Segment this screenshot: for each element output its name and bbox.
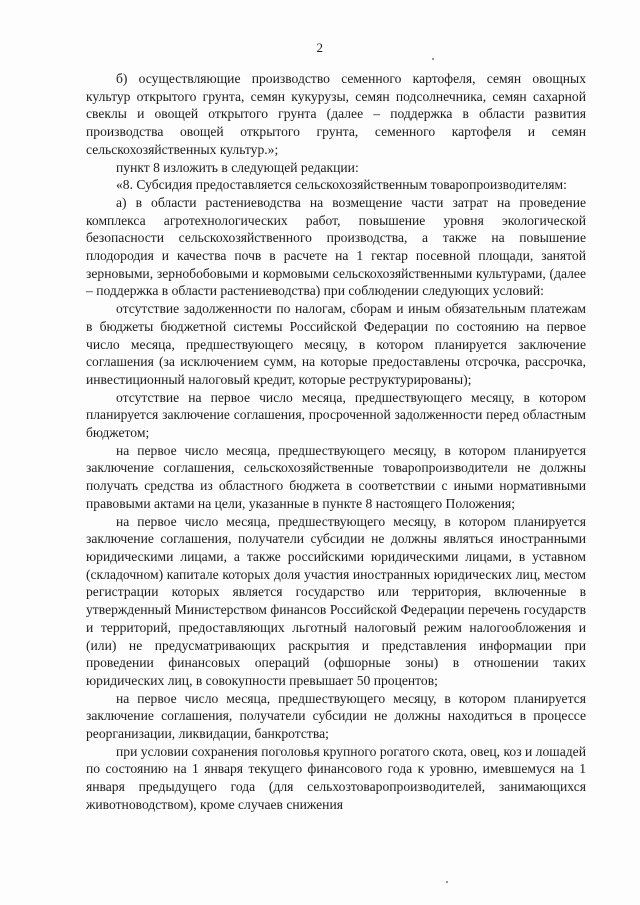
paragraph-condition-no-other-funds: на первое число месяца, предшествующего месяцу, в котором планируется заключение соглашения, сельскохозяйственные товаропроизводители не должны получать средства из областного бюджета в соответствии с иными нормативными правовыми актами на цели, указанные в пункте 8 настоящего Положения;	[86, 442, 586, 511]
paragraph-crop-support-a: а) в области растениеводства на возмещение части затрат на проведение комплекса агротехнологических работ, повышение уровня экологической безопасности сельскохозяйственного производства, а также на повышение плодородия и качества почв в расчете на 1 гектар посевной площади, занятой зерновыми, зернобобовыми и кормовыми сельскохозяйственными культурами, (далее – поддержка в области растениеводства) при соблюдении следующих условий:	[86, 194, 586, 299]
paragraph-condition-not-foreign: на первое число месяца, предшествующего месяцу, в котором планируется заключение соглашения, получатели субсидии не должны являться иностранными юридическими лицами, а также российскими юридическими лицами, в уставном (складочном) капитале которых доля участия иностранных юридических лиц, местом регистрации которых является государство или территория, включенные в утвержденный Министерством финансов Российской Федерации перечень государств и территорий, предоставляющих льготный налоговый режим налогообложения и (или) не предусматривающих раскрытия и представления информации при проведении финансовых операций (офшорные зоны) в отношении таких юридических лиц, в совокупности превышает 50 процентов;	[86, 513, 586, 688]
paragraph-subsidy-recipients-b: б) осуществляющие производство семенного картофеля, семян овощных культур открытого грунта, семян кукурузы, семян подсолнечника, семян сахарной свеклы и овощей открытого грунта (далее – поддержка в области развития производства овощей открытого грунта, семенного картофеля и семян сельскохозяйственных культур.»;	[86, 71, 586, 157]
paragraph-condition-no-bankruptcy: на первое число месяца, предшествующего месяцу, в котором планируется заключение соглашения, получатели субсидии не должны находиться в процессе реорганизации, ликвидации, банкротства;	[86, 690, 586, 742]
scan-speck	[446, 881, 448, 883]
document-body	[86, 70, 586, 814]
paragraph-condition-livestock: при условии сохранения поголовья крупного рогатого скота, овец, коз и лошадей по состоянию на 1 января текущего финансового года к уровню, имевшемуся на 1 января предыдущего года (для сельхозтоваропроизводителей, занимающихся животноводством), кроме случаев снижения	[86, 743, 586, 812]
paragraph-point-8-intro: «8. Субсидия предоставляется сельскохозяйственным товаропроизводителям:	[116, 177, 567, 193]
paragraph-condition-no-tax-debt: отсутствие задолженности по налогам, сборам и иным обязательным платежам в бюджеты бюджетной системы Российской Федерации по состоянию на первое число месяца, предшествующего месяцу, в котором планируется заключение соглашения (за исключением сумм, на которые предоставлены отсрочка, рассрочка, инвестиционный налоговый кредит, которые реструктурированы);	[86, 301, 586, 387]
paragraph-amend-point-8: пункт 8 изложить в следующей редакции:	[116, 159, 359, 175]
scan-speck	[432, 58, 434, 60]
page-number: 2	[316, 40, 324, 55]
paragraph-condition-no-budget-arrears: отсутствие на первое число месяца, предшествующего месяцу, в котором планируется заключение соглашения, просроченной задолженности перед областным бюджетом;	[86, 389, 586, 441]
